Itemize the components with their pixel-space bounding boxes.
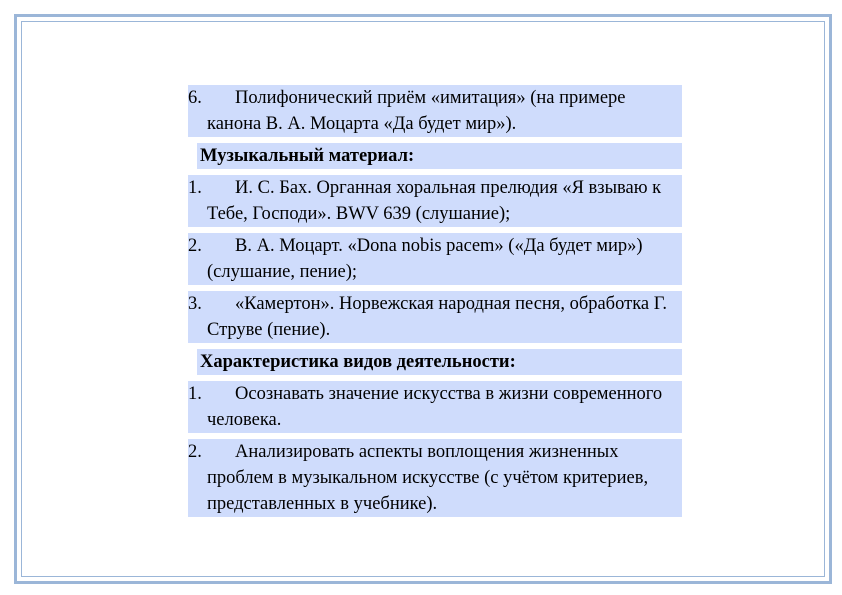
list-item-6 — [188, 85, 682, 137]
list-item-text: В. А. Моцарт. «Dona nobis pacem» («Да будет мир») (слушание, пение); — [207, 236, 643, 282]
list-item-text: Осознавать значение искусства в жизни современного человека. — [207, 384, 663, 430]
materials-heading: Музыкальный материал: — [197, 143, 682, 169]
material-item-2 — [188, 233, 682, 285]
list-item-text: «Камертон». Норвежская народная песня, обработка Г. Струве (пение). — [207, 294, 667, 340]
list-item-text: Полифонический приём «имитация» (на примере канона В. А. Моцарта «Да будет мир»). — [207, 88, 626, 134]
list-item-number: 1. — [188, 384, 202, 404]
activity-item-2 — [188, 439, 682, 517]
material-item-1 — [188, 175, 682, 227]
list-item-text: Анализировать аспекты воплощения жизненных проблем в музыкальном искусстве (с учётом критериев, представленных в учебнике). — [207, 442, 649, 514]
list-item-text: И. С. Бах. Органная хоральная прелюдия «Я взываю к Тебе, Господи». BWV 639 (слушание); — [207, 178, 662, 224]
document-content — [188, 85, 682, 523]
list-item-number: 2. — [188, 236, 202, 256]
list-item-number: 3. — [188, 294, 202, 314]
list-item-number: 6. — [188, 88, 202, 108]
activities-heading: Характеристика видов деятельности: — [197, 349, 682, 375]
activity-item-1 — [188, 381, 682, 433]
list-item-number: 1. — [188, 178, 202, 198]
list-item-number: 2. — [188, 442, 202, 462]
material-item-3 — [188, 291, 682, 343]
